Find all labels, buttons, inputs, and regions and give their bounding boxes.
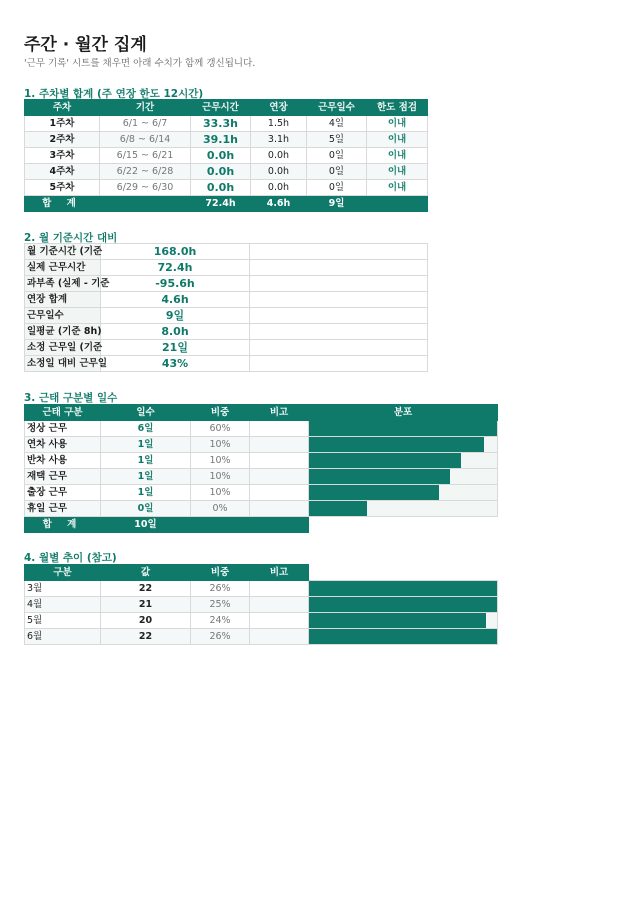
col-header: 기간 (100, 100, 191, 116)
month-cell: 4월 (25, 597, 101, 613)
weekly-table (24, 99, 428, 212)
ratio-cell: 0% (191, 501, 250, 517)
col-header: 값 (101, 565, 191, 581)
trend-table (24, 564, 498, 645)
metric-value: -95.6h (101, 276, 250, 292)
total-note-cell (250, 517, 309, 533)
total-row (25, 517, 498, 533)
attendance-table (24, 404, 498, 533)
col-header: 비중 (191, 565, 250, 581)
week-cell: 5주차 (25, 180, 100, 196)
overtime-cell: 0.0h (251, 164, 307, 180)
ratio-cell: 26% (191, 629, 250, 645)
week-cell: 4주차 (25, 164, 100, 180)
overtime-cell: 0.0h (251, 180, 307, 196)
limit-check-cell: 이내 (367, 148, 428, 164)
ratio-cell: 10% (191, 437, 250, 453)
weekly-header-row (25, 100, 428, 116)
metric-value: 72.4h (101, 260, 250, 276)
value-cell: 22 (101, 581, 191, 597)
note-cell (250, 629, 309, 645)
table-row (25, 340, 428, 356)
month-cell: 3월 (25, 581, 101, 597)
page-subtitle: '근무 기록' 시트를 채우면 아래 수치가 함께 갱신됩니다. (24, 58, 256, 69)
overtime-cell: 3.1h (251, 132, 307, 148)
table-row (25, 356, 428, 372)
header-blank (309, 565, 498, 581)
trend-bar-cell (309, 581, 498, 597)
distribution-bar (309, 437, 484, 452)
metric-label: 실제 근무시간 (25, 260, 101, 276)
table-row (25, 421, 498, 437)
type-cell: 재택 근무 (25, 469, 101, 485)
limit-check-cell: 이내 (367, 164, 428, 180)
distribution-cell (309, 421, 498, 437)
metric-label: 근무일수 (25, 308, 101, 324)
limit-check-cell: 이내 (367, 180, 428, 196)
type-cell: 출장 근무 (25, 485, 101, 501)
col-header: 비고 (250, 565, 309, 581)
metric-blank (250, 340, 428, 356)
table-row (25, 308, 428, 324)
total-label: 합 계 (25, 196, 100, 212)
col-header: 근태 구분 (25, 405, 101, 421)
limit-check-cell: 이내 (367, 132, 428, 148)
metric-label: 월 기준시간 (기준 (25, 244, 101, 260)
days-cell: 1일 (101, 453, 191, 469)
note-cell (250, 581, 309, 597)
col-header: 근무시간 (191, 100, 251, 116)
trend-bar (309, 597, 497, 612)
ratio-cell: 26% (191, 581, 250, 597)
ratio-cell: 10% (191, 469, 250, 485)
note-cell (250, 421, 309, 437)
metric-blank (250, 244, 428, 260)
total-overtime-cell: 4.6h (251, 196, 307, 212)
note-cell (250, 453, 309, 469)
type-cell: 반차 사용 (25, 453, 101, 469)
table-row (25, 132, 428, 148)
attendance-header-row (25, 405, 498, 421)
hours-cell: 33.3h (191, 116, 251, 132)
days-cell: 4일 (307, 116, 367, 132)
monthly-section-title: 2. 월 기준시간 대비 (24, 232, 118, 244)
ratio-cell: 10% (191, 453, 250, 469)
metric-blank (250, 260, 428, 276)
distribution-bar (309, 469, 450, 484)
distribution-bar (309, 485, 439, 500)
metric-value: 21일 (101, 340, 250, 356)
note-cell (250, 469, 309, 485)
days-cell: 0일 (307, 164, 367, 180)
table-row (25, 244, 428, 260)
metric-label: 과부족 (실제 - 기준 (25, 276, 101, 292)
metric-blank (250, 308, 428, 324)
days-cell: 0일 (307, 148, 367, 164)
hours-cell: 39.1h (191, 132, 251, 148)
trend-section-title: 4. 월별 추이 (참고) (24, 552, 117, 564)
month-cell: 5월 (25, 613, 101, 629)
metric-value: 168.0h (101, 244, 250, 260)
note-cell (250, 597, 309, 613)
monthly-table (24, 243, 428, 372)
metric-value: 43% (101, 356, 250, 372)
total-blank-cell (309, 517, 498, 533)
metric-label: 소정일 대비 근무일 (25, 356, 101, 372)
table-row (25, 324, 428, 340)
total-label: 합 계 (25, 517, 101, 533)
trend-header-row (25, 565, 498, 581)
metric-label: 연장 합계 (25, 292, 101, 308)
total-days-cell: 9일 (307, 196, 367, 212)
period-cell: 6/1 ~ 6/7 (100, 116, 191, 132)
col-header: 연장 (251, 100, 307, 116)
metric-blank (250, 292, 428, 308)
total-check-cell (367, 196, 428, 212)
table-row (25, 437, 498, 453)
table-row (25, 164, 428, 180)
week-cell: 2주차 (25, 132, 100, 148)
total-period-cell (100, 196, 191, 212)
col-header: 분포 (309, 405, 498, 421)
days-cell: 5일 (307, 132, 367, 148)
note-cell (250, 501, 309, 517)
period-cell: 6/29 ~ 6/30 (100, 180, 191, 196)
value-cell: 20 (101, 613, 191, 629)
trend-bar-cell (309, 613, 498, 629)
ratio-cell: 25% (191, 597, 250, 613)
metric-blank (250, 324, 428, 340)
col-header: 비중 (191, 405, 250, 421)
week-cell: 1주차 (25, 116, 100, 132)
trend-bar (309, 613, 486, 628)
period-cell: 6/15 ~ 6/21 (100, 148, 191, 164)
table-row (25, 581, 498, 597)
days-cell: 1일 (101, 437, 191, 453)
col-header: 근무일수 (307, 100, 367, 116)
distribution-cell (309, 437, 498, 453)
value-cell: 21 (101, 597, 191, 613)
attendance-section-title: 3. 근태 구분별 일수 (24, 392, 118, 404)
table-row (25, 260, 428, 276)
overtime-cell: 1.5h (251, 116, 307, 132)
table-row (25, 276, 428, 292)
distribution-cell (309, 485, 498, 501)
type-cell: 휴일 근무 (25, 501, 101, 517)
weekly-section-title: 1. 주차별 합계 (주 연장 한도 12시간) (24, 88, 204, 100)
metric-value: 8.0h (101, 324, 250, 340)
days-cell: 1일 (101, 485, 191, 501)
trend-bar-cell (309, 597, 498, 613)
table-row (25, 469, 498, 485)
note-cell (250, 485, 309, 501)
col-header: 비고 (250, 405, 309, 421)
metric-label: 일평균 (기준 8h) (25, 324, 101, 340)
col-header: 구분 (25, 565, 101, 581)
table-row (25, 629, 498, 645)
table-row (25, 116, 428, 132)
distribution-cell (309, 501, 498, 517)
note-cell (250, 613, 309, 629)
days-cell: 6일 (101, 421, 191, 437)
table-row (25, 453, 498, 469)
note-cell (250, 437, 309, 453)
type-cell: 연차 사용 (25, 437, 101, 453)
days-cell: 0일 (307, 180, 367, 196)
metric-value: 4.6h (101, 292, 250, 308)
trend-bar (309, 581, 497, 596)
distribution-cell (309, 453, 498, 469)
metric-blank (250, 356, 428, 372)
period-cell: 6/8 ~ 6/14 (100, 132, 191, 148)
hours-cell: 0.0h (191, 164, 251, 180)
total-ratio-cell (191, 517, 250, 533)
total-row (25, 196, 428, 212)
trend-bar-cell (309, 629, 498, 645)
distribution-bar (309, 501, 367, 516)
month-cell: 6월 (25, 629, 101, 645)
days-cell: 0일 (101, 501, 191, 517)
week-cell: 3주차 (25, 148, 100, 164)
ratio-cell: 24% (191, 613, 250, 629)
trend-bar (309, 629, 497, 644)
metric-blank (250, 276, 428, 292)
table-row (25, 180, 428, 196)
table-row (25, 485, 498, 501)
col-header: 한도 점검 (367, 100, 428, 116)
value-cell: 22 (101, 629, 191, 645)
table-row (25, 501, 498, 517)
table-row (25, 148, 428, 164)
total-days-cell: 10일 (101, 517, 191, 533)
days-cell: 1일 (101, 469, 191, 485)
col-header: 주차 (25, 100, 100, 116)
limit-check-cell: 이내 (367, 116, 428, 132)
distribution-bar (309, 453, 461, 468)
period-cell: 6/22 ~ 6/28 (100, 164, 191, 180)
ratio-cell: 10% (191, 485, 250, 501)
hours-cell: 0.0h (191, 148, 251, 164)
overtime-cell: 0.0h (251, 148, 307, 164)
col-header: 일수 (101, 405, 191, 421)
ratio-cell: 60% (191, 421, 250, 437)
distribution-cell (309, 469, 498, 485)
metric-value: 9일 (101, 308, 250, 324)
table-row (25, 292, 428, 308)
page-title: 주간 · 월간 집계 (24, 35, 147, 55)
table-row (25, 613, 498, 629)
metric-label: 소정 근무일 (기준 (25, 340, 101, 356)
total-hours-cell: 72.4h (191, 196, 251, 212)
type-cell: 정상 근무 (25, 421, 101, 437)
table-row (25, 597, 498, 613)
distribution-bar (309, 421, 497, 436)
hours-cell: 0.0h (191, 180, 251, 196)
